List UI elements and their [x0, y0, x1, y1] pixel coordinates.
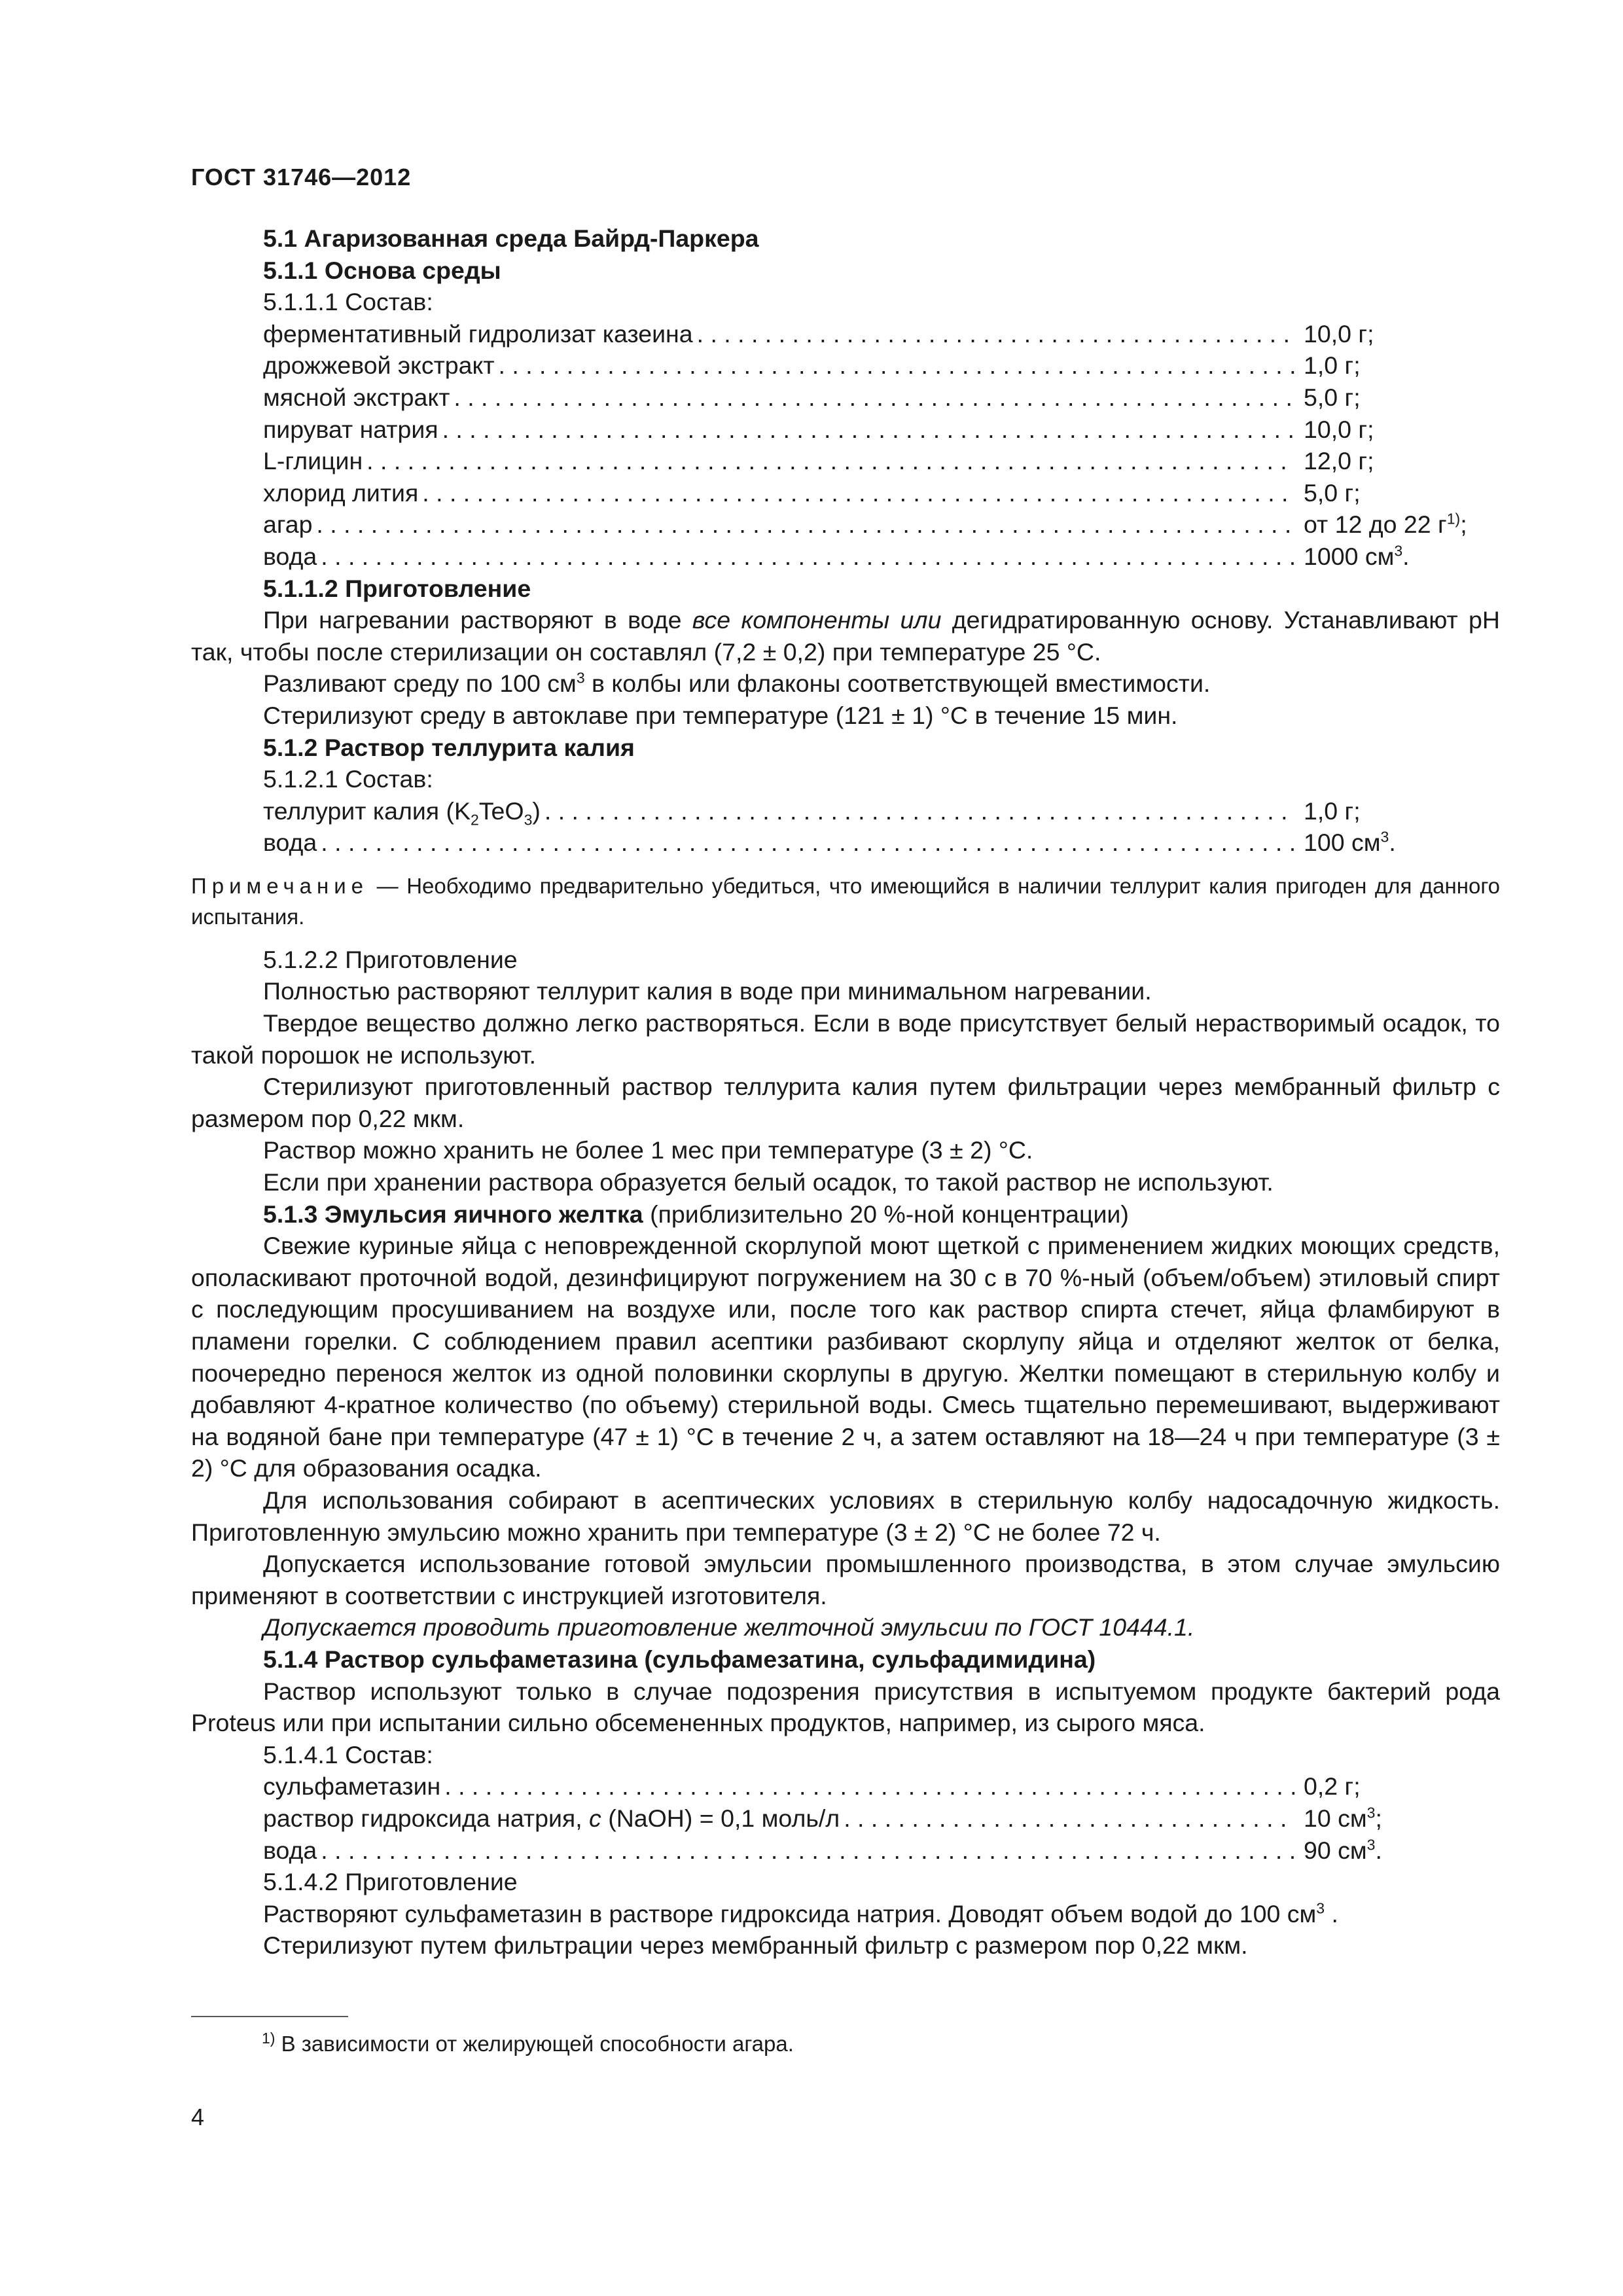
- section-5-1-title: 5.1 Агаризованная среда Байрд-Паркера: [263, 224, 759, 252]
- section-5-1-4-2-title: 5.1.4.2 Приготовление: [263, 1868, 518, 1896]
- ingredient-row: агар . . . от 12 до 22 $г^{1)}$;: [191, 509, 1500, 541]
- paragraph: Свежие куриные яйца с неповрежденной скорлупой моют щеткой с применением жидких моющих средств, ополаскивают проточной водой, дезинфицируют погружением на 30 с в 70 %-ный (объем/объем) этиловый спирт с последующим просушиванием на воздухе или, после того как раствор спирта стечет, яйца фламбируют в пламени горелки. С соблюдением правил асептики разбивают скорлупу яйца и отделяют желток от белка, поочередно перенося желток из одной половинки скорлупы в другую. Желтки помещают в стерильную колбу и добавляют 4-кратное количество (по объему) стерильной воды. Смесь тщательно перемешивают, выдерживают на водяной бане при температуре (47 ± 1) °С в течение 2 ч, а затем оставляют на 18—24 ч при температуре (3 ± 2) °С для образования осадка.: [191, 1232, 1500, 1482]
- paragraph: Твердое вещество должно легко растворяться. Если в воде присутствует белый нерастворимый осадок, то такой порошок не используют.: [191, 1009, 1500, 1069]
- paragraph: Стерилизуют среду в автоклаве при температуре (121 ± 1) °С в течение 15 мин.: [263, 701, 1178, 729]
- composition-label: 5.1.2.1 Состав:: [263, 765, 433, 793]
- paragraph: Раствор используют только в случае подозрения присутствия в испытуемом продукте бактерий рода Proteus или при испытании сильно обсемененных продуктов, например, из сырого мяса.: [191, 1677, 1500, 1737]
- paragraph: Стерилизуют путем фильтрации через мембранный фильтр с размером пор 0,22 мкм.: [263, 1931, 1248, 1960]
- ingredient-row: вода . . . 1000 $см^3$.: [191, 541, 1500, 573]
- paragraph: Допускается проводить приготовление желточной эмульсии по ГОСТ 10444.1.: [263, 1613, 1195, 1641]
- ingredient-row: L-глицин . . . 12,0 г;: [191, 445, 1500, 477]
- paragraph: При нагревании растворяют в воде все компоненты или дегидратированную основу. Устанавливают pH так, чтобы после стерилизации он составлял (7,2 ± 0,2) при температуре 25 °С.: [191, 606, 1500, 666]
- section-5-1-1-title: 5.1.1 Основа среды: [263, 256, 501, 284]
- paragraph: Допускается использование готовой эмульсии промышленного производства, в этом случае эмульсию применяют в соответствии с инструкцией изготовителя.: [191, 1550, 1500, 1609]
- composition-label: 5.1.1.1 Состав:: [263, 288, 433, 316]
- paragraph: Стерилизуют приготовленный раствор теллурита калия путем фильтрации через мембранный фильтр с размером пор 0,22 мкм.: [191, 1073, 1500, 1132]
- section-5-1-2-2-title: 5.1.2.2 Приготовление: [263, 945, 518, 973]
- paragraph: Полностью растворяют теллурит калия в воде при минимальном нагревании.: [263, 977, 1152, 1005]
- ingredient-row: вода . . . 90 $см^3$.: [191, 1835, 1500, 1867]
- document-body: [191, 223, 1500, 1962]
- footnote-separator: [191, 2016, 348, 2017]
- note: Примечание — Необходимо предварительно убедиться, что имеющийся в наличии теллурит калия пригоден для данного испытания.: [191, 873, 1500, 929]
- ingredient-row: дрожжевой экстракт . . . 1,0 г;: [191, 350, 1500, 382]
- ingredient-row: теллурит калия $(K_2TeO_3)$ . . . 1,0 г;: [191, 795, 1500, 827]
- footnote: $^{1)}$ В зависимости от желирующей способности агара.: [262, 2030, 794, 2056]
- section-5-1-1-2-title: 5.1.1.2 Приготовление: [263, 574, 531, 602]
- standard-header: ГОСТ 31746—2012: [191, 164, 412, 190]
- ingredient-row: раствор гидроксида натрия, c (NaOH) = 0,1 моль/л . . . 10 $см^3$;: [191, 1803, 1500, 1835]
- ingredient-list: [191, 318, 1500, 573]
- paragraph: Раствор можно хранить не более 1 мес при температуре (3 ± 2) °С.: [263, 1136, 1033, 1164]
- page-number: 4: [191, 2104, 205, 2130]
- section-5-1-4-title: 5.1.4 Раствор сульфаметазина (сульфамезатина, сульфадимидина): [263, 1645, 1096, 1673]
- footnote-ref: 1): [1446, 510, 1461, 528]
- paragraph: Разливают среду по 100 $см^3$ в колбы или флаконы соответствующей вместимости.: [263, 669, 1211, 698]
- composition-label: 5.1.4.1 Состав:: [263, 1740, 433, 1768]
- paragraph: Для использования собирают в асептических условиях в стерильную колбу надосадочную жидкость. Приготовленную эмульсию можно хранить при температуре (3 ± 2) °С не более 72 ч.: [191, 1486, 1500, 1546]
- paragraph: Если при хранении раствора образуется белый осадок, то такой раствор не используют.: [263, 1168, 1274, 1196]
- ingredient-row: пируват натрия . . . 10,0 г;: [191, 414, 1500, 446]
- ingredient-row: мясной экстракт . . . 5,0 г;: [191, 382, 1500, 414]
- ingredient-row: вода . . . 100 $см^3$.: [191, 827, 1500, 859]
- section-5-1-3-title: 5.1.3 Эмульсия яичного желтка (приблизительно 20 %-ной концентрации): [263, 1200, 1129, 1228]
- ingredient-row: сульфаметазин . . . 0,2 г;: [191, 1770, 1500, 1803]
- ingredient-row: хлорид лития . . . 5,0 г;: [191, 477, 1500, 509]
- paragraph: Растворяют сульфаметазин в растворе гидроксида натрия. Доводят объем водой до 100 $см^3$ .: [263, 1899, 1338, 1928]
- section-5-1-2-title: 5.1.2 Раствор теллурита калия: [263, 733, 635, 761]
- ingredient-row: ферментативный гидролизат казеина . . . 10,0 г;: [191, 318, 1500, 350]
